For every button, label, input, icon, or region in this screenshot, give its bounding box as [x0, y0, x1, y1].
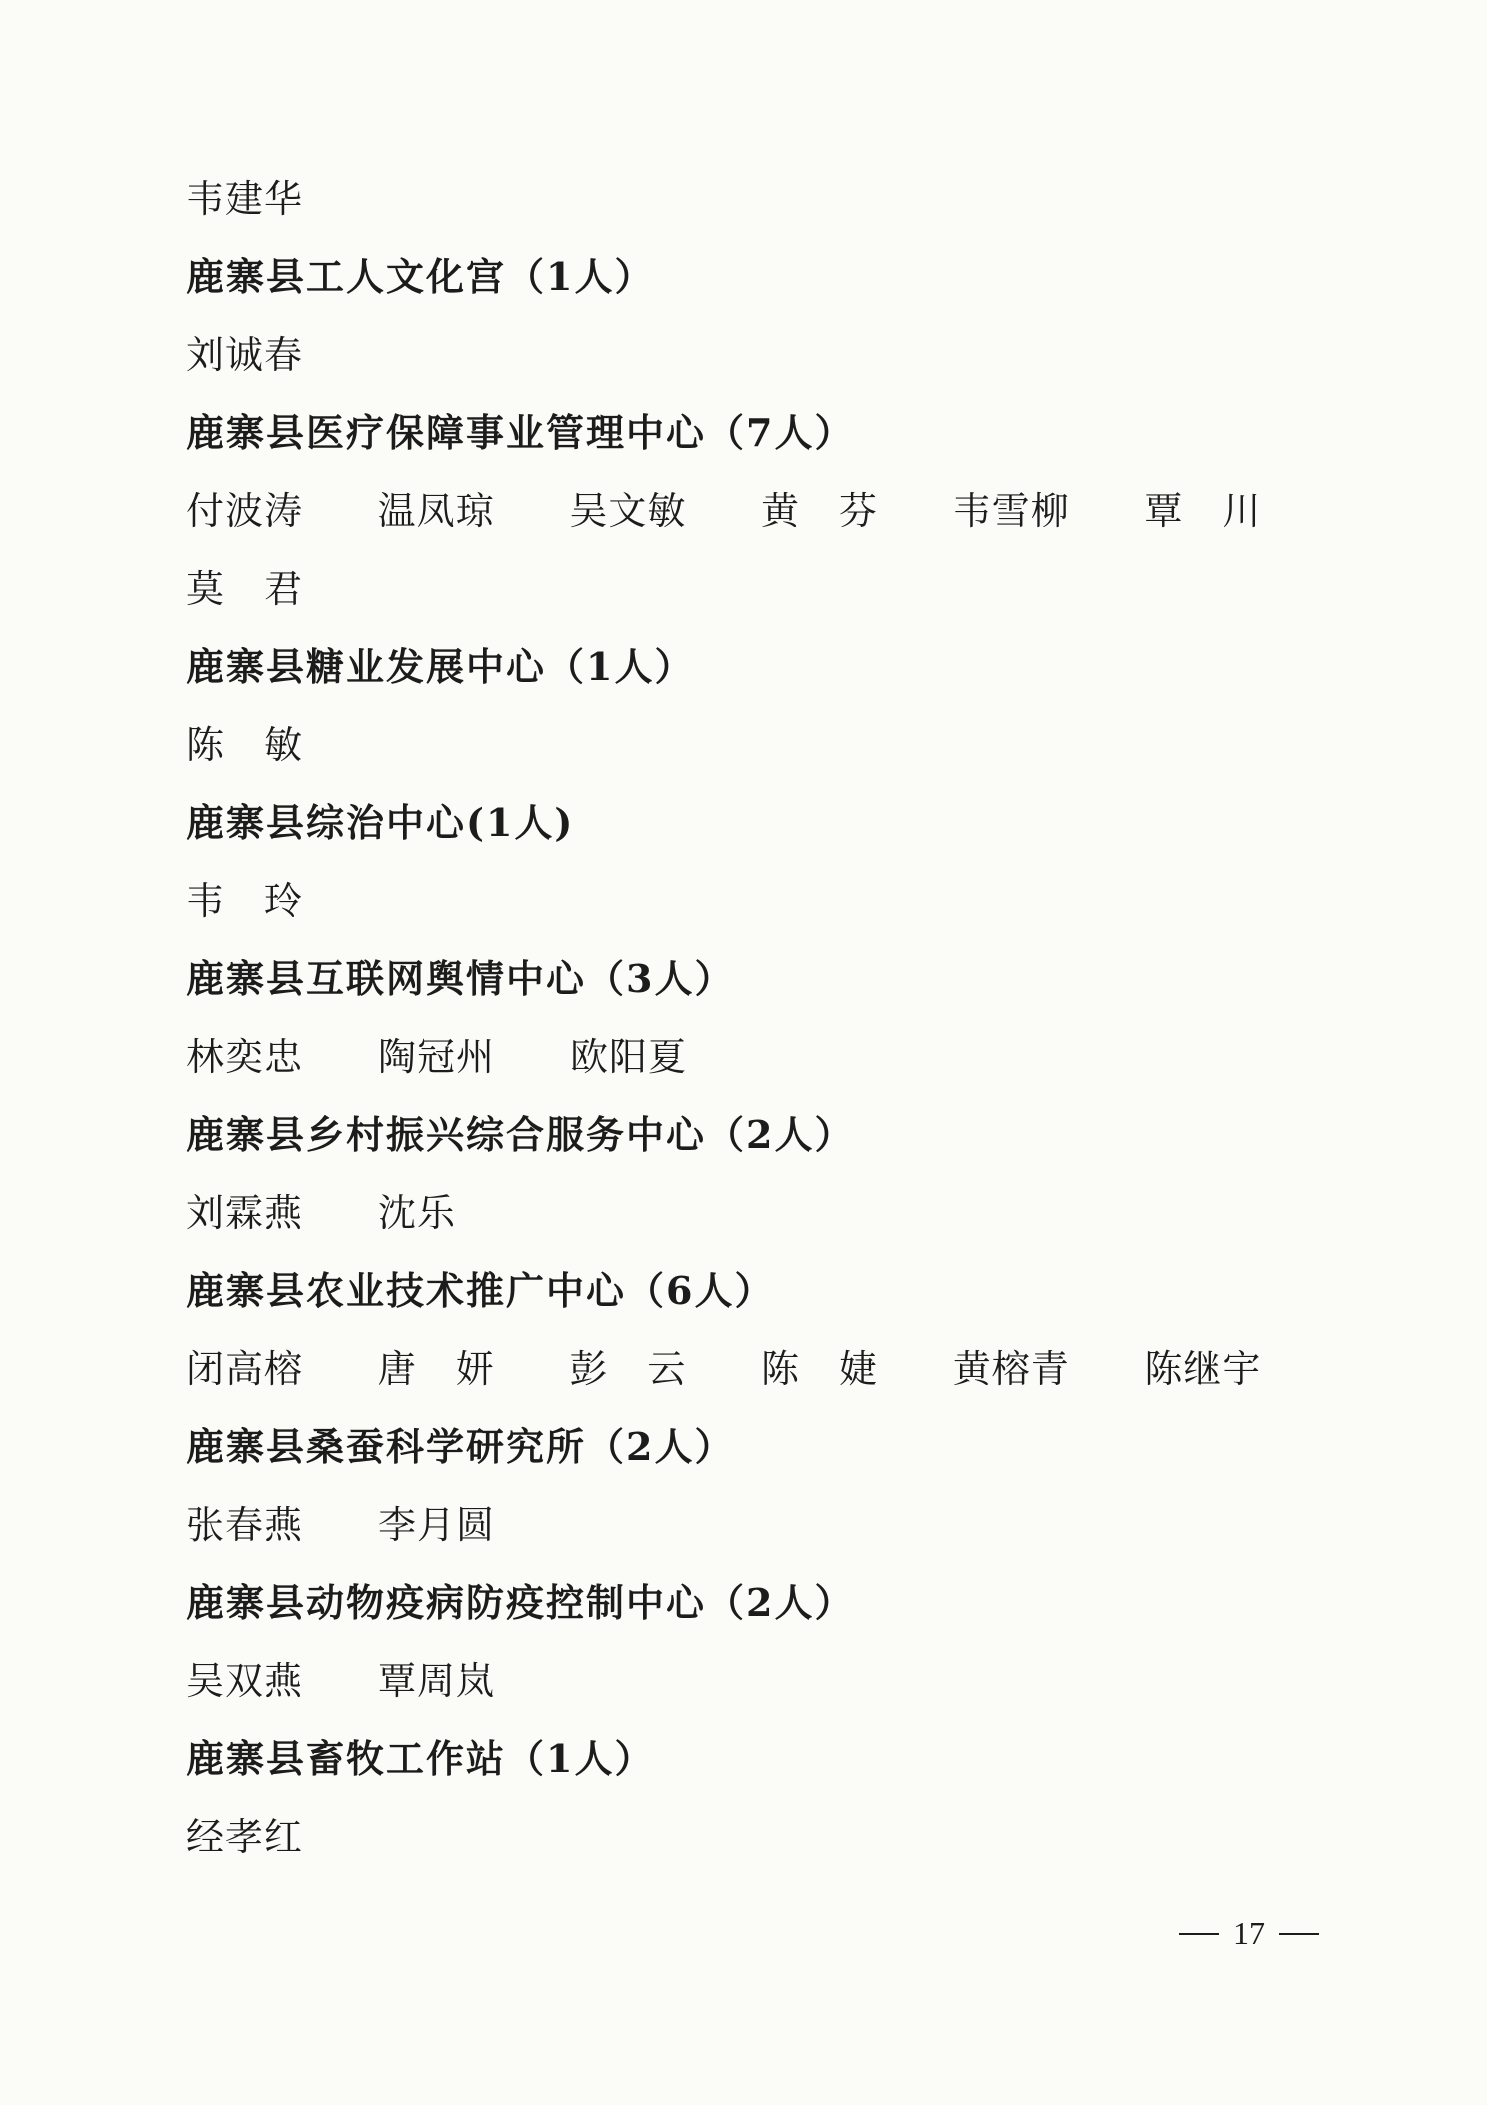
page-number-value: 17	[1233, 1915, 1265, 1951]
name-row	[186, 862, 1336, 940]
person-name: 韦建华	[186, 177, 304, 221]
person-name: 付波涛	[186, 489, 304, 533]
person-name: 陈 婕	[761, 1347, 879, 1391]
person-name: 林奕忠	[186, 1035, 304, 1079]
person-name: 覃周岚	[378, 1659, 496, 1703]
unit-heading: 鹿寨县乡村振兴综合服务中心（2人）	[186, 1112, 855, 1157]
person-name: 温凤琼	[377, 489, 495, 533]
person-name: 沈乐	[378, 1191, 457, 1235]
name-row	[186, 1018, 1336, 1096]
name-row	[186, 1330, 1336, 1408]
person-name: 陈 敏	[186, 723, 304, 767]
person-name: 覃 川	[1144, 489, 1262, 533]
page-number-dash-left	[1179, 1933, 1219, 1935]
person-name: 李月圆	[378, 1503, 496, 1547]
person-name: 经孝红	[186, 1815, 304, 1859]
unit-heading: 鹿寨县动物疫病防疫控制中心（2人）	[186, 1580, 855, 1625]
name-row	[186, 1798, 1336, 1876]
name-row	[186, 1642, 1336, 1720]
name-row	[186, 1486, 1336, 1564]
person-name: 黄榕青	[952, 1347, 1070, 1391]
person-name: 刘诚春	[186, 333, 304, 377]
person-name: 莫 君	[186, 567, 304, 611]
unit-heading: 鹿寨县医疗保障事业管理中心（7人）	[186, 410, 855, 455]
unit-heading: 鹿寨县桑蚕科学研究所（2人）	[186, 1424, 735, 1469]
person-name: 刘霖燕	[186, 1191, 304, 1235]
person-name: 韦 玲	[186, 879, 304, 923]
unit-heading: 鹿寨县农业技术推广中心（6人）	[186, 1268, 775, 1313]
unit-heading: 鹿寨县互联网舆情中心（3人）	[186, 956, 735, 1001]
person-name: 欧阳夏	[570, 1035, 688, 1079]
person-name: 唐 妍	[377, 1347, 495, 1391]
name-row	[186, 1174, 1336, 1252]
unit-heading: 鹿寨县工人文化宫（1人）	[186, 254, 655, 299]
person-name: 彭 云	[569, 1347, 687, 1391]
page-number	[1179, 1915, 1319, 1952]
name-row	[186, 706, 1336, 784]
unit-heading: 鹿寨县糖业发展中心（1人）	[186, 644, 695, 689]
person-name: 陈继宇	[1144, 1347, 1262, 1391]
person-name: 张春燕	[186, 1503, 304, 1547]
entry-list	[186, 160, 1336, 1876]
person-name: 韦雪柳	[952, 489, 1070, 533]
person-name: 陶冠州	[378, 1035, 496, 1079]
person-name: 吴双燕	[186, 1659, 304, 1703]
name-row	[186, 160, 1336, 238]
name-row	[186, 316, 1336, 394]
name-row	[186, 472, 1336, 550]
person-name: 闭高榕	[186, 1347, 304, 1391]
unit-heading: 鹿寨县畜牧工作站（1人）	[186, 1736, 655, 1781]
name-row	[186, 550, 1336, 628]
page-number-dash-right	[1279, 1933, 1319, 1935]
person-name: 吴文敏	[569, 489, 687, 533]
unit-heading: 鹿寨县综治中心(1人)	[186, 800, 575, 845]
person-name: 黄 芬	[761, 489, 879, 533]
